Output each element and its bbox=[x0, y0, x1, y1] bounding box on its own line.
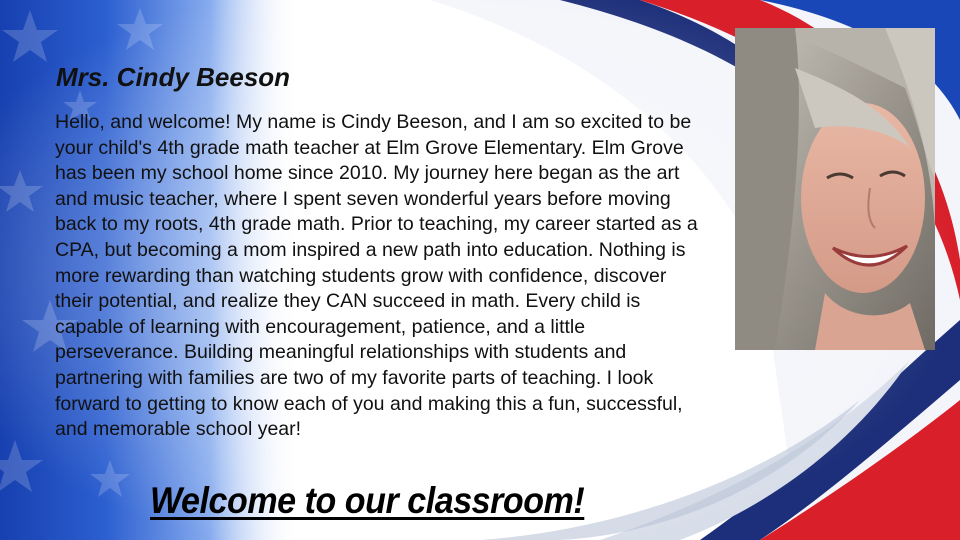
teacher-bio: Hello, and welcome! My name is Cindy Beeson, and I am so excited to be your child's 4th grade math teacher at Elm Grove Elementary. Elm Grove has been my school home since 2010. My journey here began as the art and music teacher, where I spent seven wonderful years before moving back to my roots, 4th grade math. Prior to teaching, my career started as a CPA, but becoming a mom inspired a new path into education. Nothing is more rewarding than watching students grow with confidence, discover their potential, and realize they CAN succeed in math. Every child is capable of learning with encouragement, patience, and a little perseverance. Building meaningful relationships with students and partnering with families are two of my favorite parts of teaching. I look forward to getting to know each of you and making this a fun, successful, and memorable school year! bbox=[55, 111, 698, 441]
welcome-banner: Welcome to our classroom! bbox=[150, 480, 585, 521]
teacher-name: Mrs. Cindy Beeson bbox=[56, 62, 291, 92]
teacher-photo bbox=[735, 28, 935, 350]
